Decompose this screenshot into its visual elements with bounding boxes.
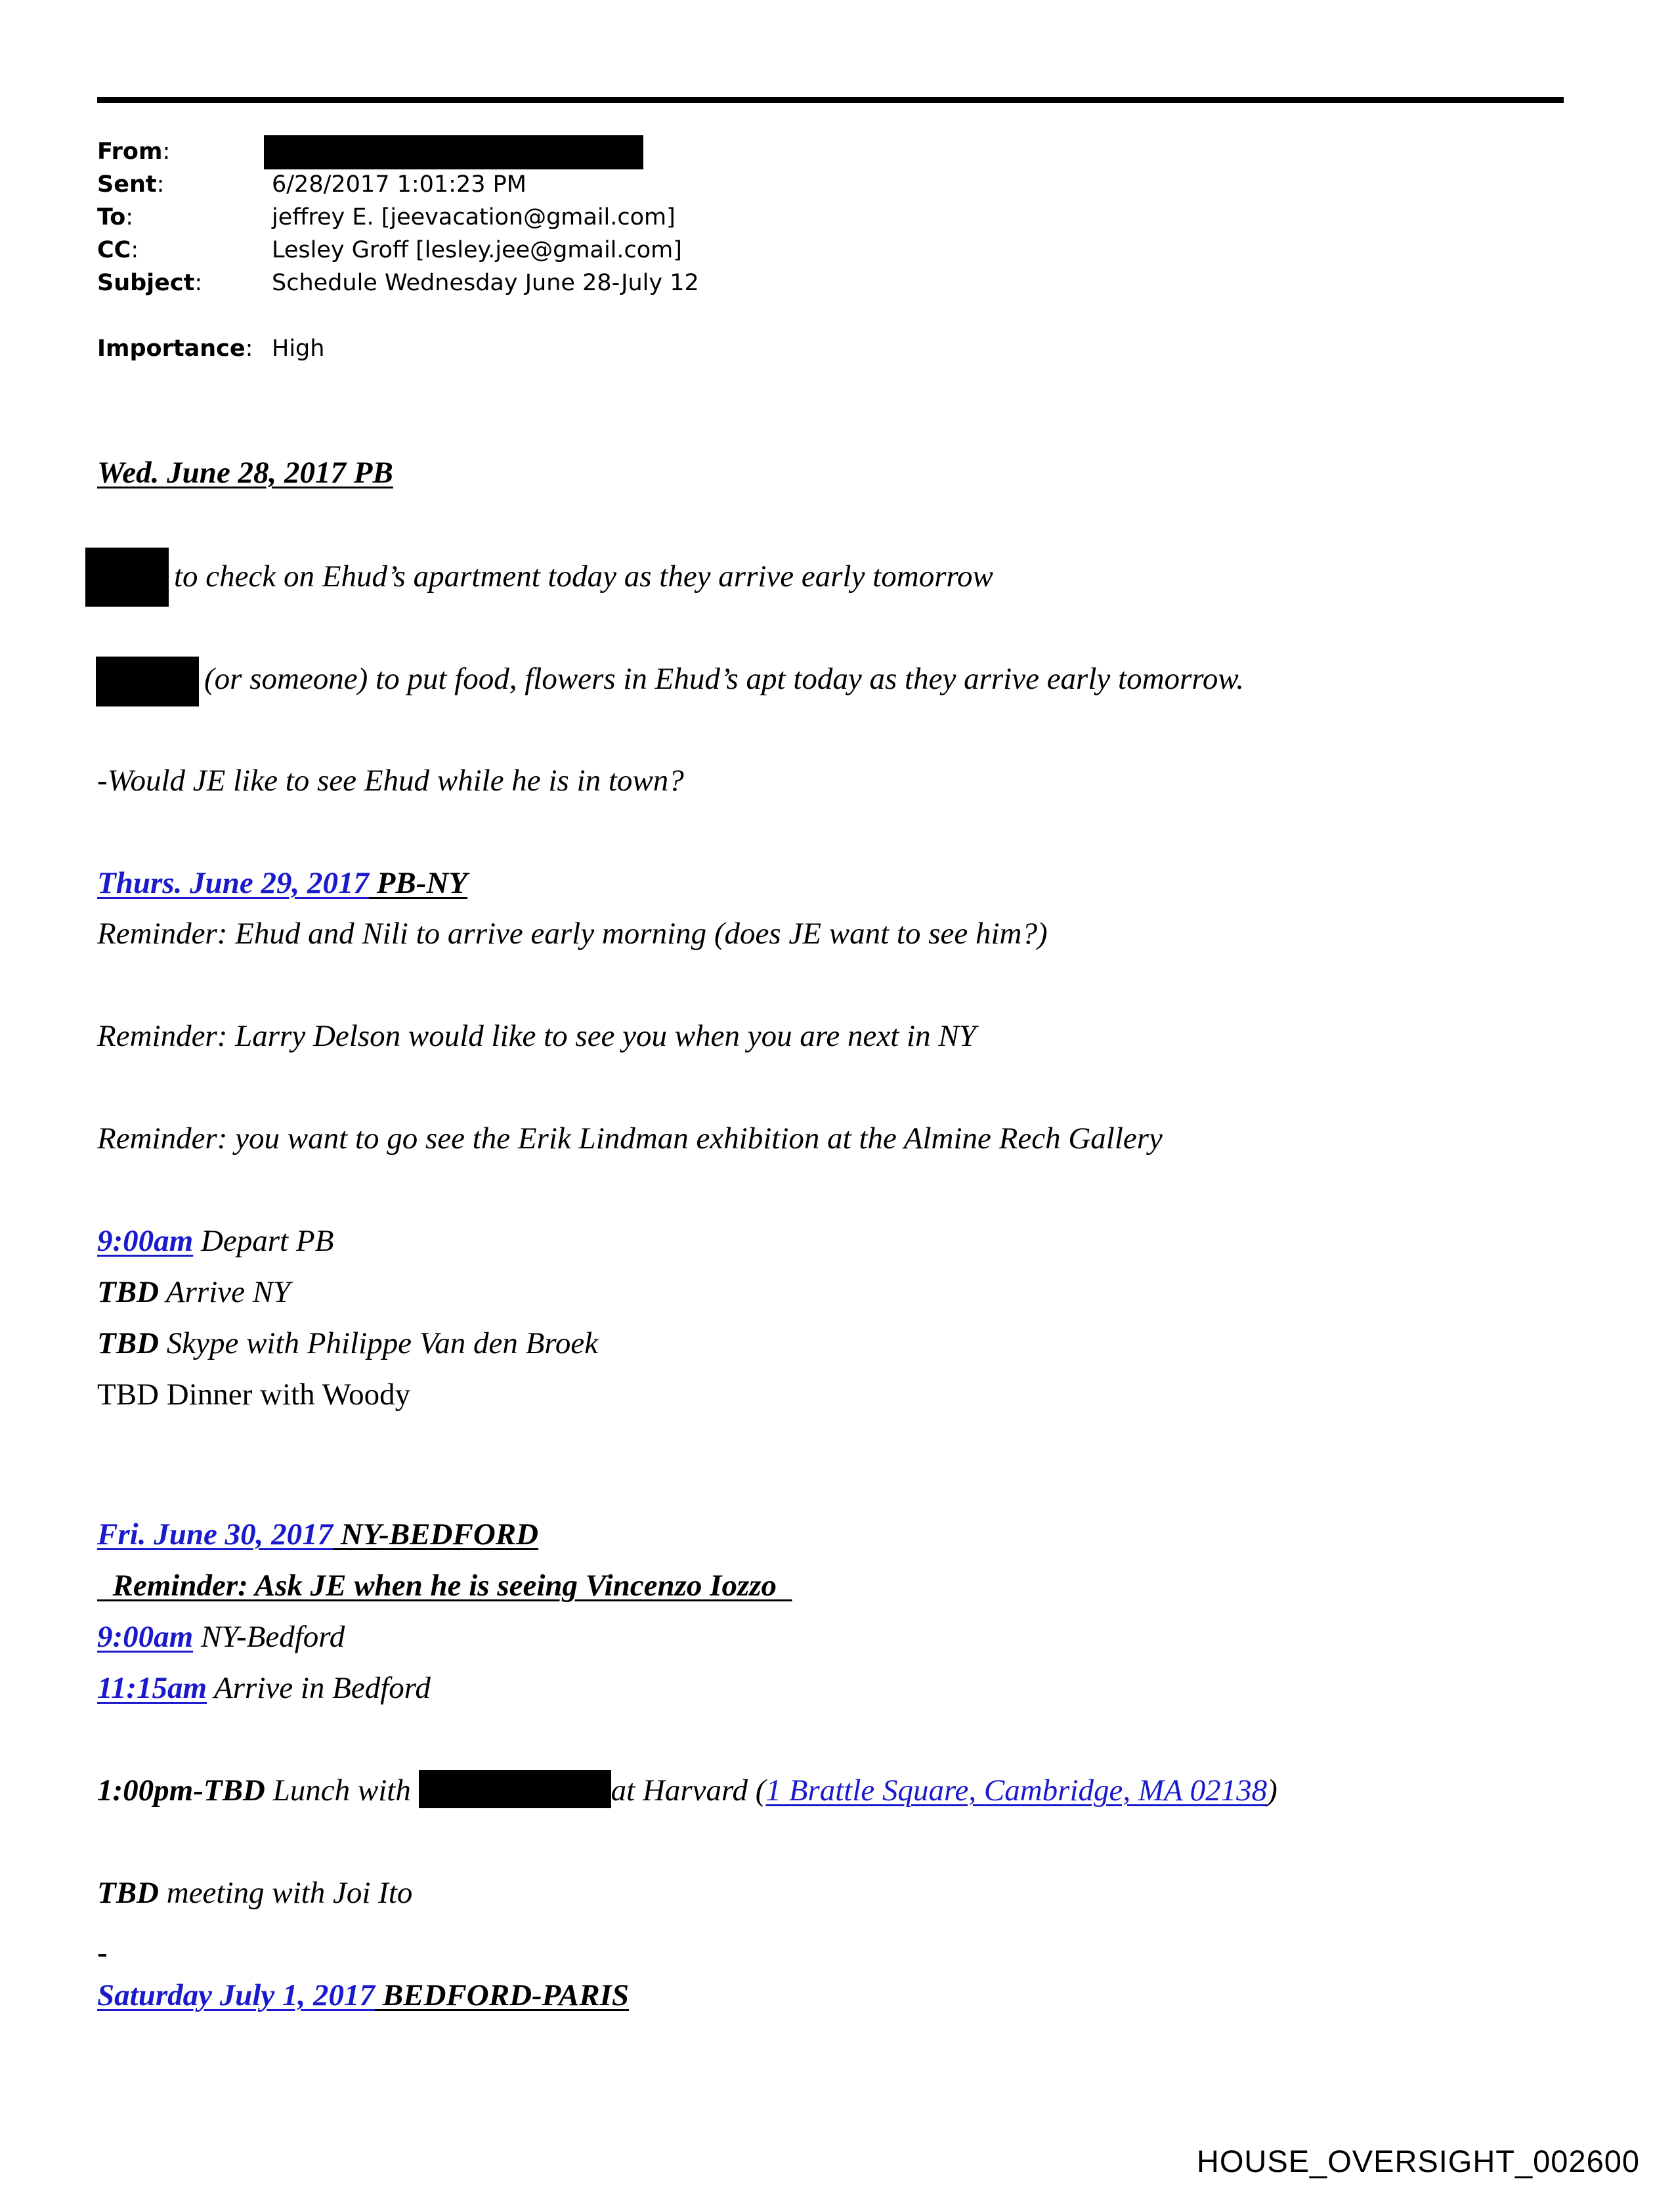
sent-value: 6/28/2017 1:01:23 PM	[272, 171, 526, 198]
dash: -	[97, 1936, 108, 1970]
sat-route: BEDFORD-PARIS	[375, 1978, 630, 2012]
wed-line-1: to check on Ehud’s apartment today as they arrive early tomorrow	[174, 559, 993, 594]
fri-item-2: 11:15am Arrive in Bedford	[97, 1671, 431, 1705]
sent-label: Sent:	[97, 171, 165, 198]
bates-number: HOUSE_OVERSIGHT_002600	[1196, 2144, 1640, 2179]
fri-heading	[97, 1513, 538, 1555]
sat-date-link[interactable]: Saturday July 1, 2017	[97, 1978, 376, 2012]
wed-heading: Wed. June 28, 2017 PB	[97, 456, 393, 490]
subject-label: Subject:	[97, 270, 203, 296]
thu-route: PB-NY	[368, 866, 468, 900]
cc-value: Lesley Groff [lesley.jee@gmail.com]	[272, 237, 682, 263]
to-label: To:	[97, 204, 134, 230]
redaction-from	[264, 135, 643, 169]
address-link[interactable]: 1 Brattle Square, Cambridge, MA 02138	[765, 1773, 1268, 1808]
fri-route: NY-BEDFORD	[333, 1517, 539, 1551]
subject-value: Schedule Wednesday June 28-July 12	[272, 270, 699, 296]
wed-line-3: -Would JE like to see Ehud while he is in town?	[97, 764, 684, 798]
top-rule	[97, 97, 1564, 103]
wed-line-2: (or someone) to put food, flowers in Ehud’s apt today as they arrive early tomorrow.	[204, 662, 1244, 696]
cc-label: CC:	[97, 237, 139, 263]
fri-reminder: Reminder: Ask JE when he is seeing Vincenzo Iozzo	[97, 1569, 792, 1603]
thu-time-link-1[interactable]: 9:00am	[97, 1224, 194, 1258]
importance-value: High	[272, 336, 325, 362]
thu-reminder-3: Reminder: you want to go see the Erik Lindman exhibition at the Almine Rech Gallery	[97, 1121, 1163, 1156]
thu-item-3: TBD Skype with Philippe Van den Broek	[97, 1326, 599, 1360]
importance-label: Importance:	[97, 336, 253, 362]
to-value: jeffrey E. [jeevacation@gmail.com]	[272, 204, 676, 230]
thu-date-link[interactable]: Thurs. June 29, 2017	[97, 866, 369, 900]
fri-date-link[interactable]: Fri. June 30, 2017	[97, 1517, 333, 1551]
redaction-lunch	[419, 1770, 611, 1808]
fri-time-link-1[interactable]: 9:00am	[97, 1620, 194, 1654]
thu-item-2: TBD Arrive NY	[97, 1275, 291, 1309]
thu-reminder-1: Reminder: Ehud and Nili to arrive early morning (does JE want to see him?)	[97, 917, 1048, 951]
sat-heading	[97, 1974, 629, 2016]
thu-reminder-2: Reminder: Larry Delson would like to see you when you are next in NY	[97, 1019, 976, 1053]
redaction-wed-1	[85, 548, 169, 607]
fri-lunch: 1:00pm-TBD Lunch with at Harvard (1 Brattle Square, Cambridge, MA 02138)	[97, 1769, 1277, 1811]
from-label: From:	[97, 139, 171, 165]
redaction-wed-2	[96, 657, 199, 706]
thu-heading	[97, 862, 467, 904]
thu-item-1: 9:00am Depart PB	[97, 1224, 334, 1258]
fri-item-1: 9:00am NY-Bedford	[97, 1620, 345, 1654]
fri-meeting: TBD meeting with Joi Ito	[97, 1876, 413, 1910]
fri-time-link-2[interactable]: 11:15am	[97, 1671, 207, 1705]
thu-item-4: TBD Dinner with Woody	[97, 1377, 411, 1412]
